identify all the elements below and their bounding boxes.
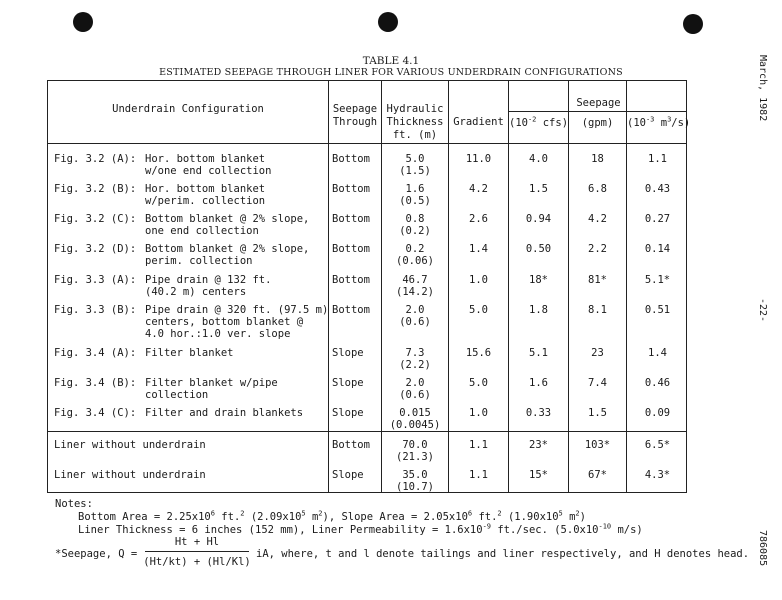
section-line (48, 431, 686, 432)
row-desc: Liner without underdrain (54, 469, 206, 481)
row-cfs: 5.1 (529, 347, 548, 359)
row-cfs: 15* (529, 469, 548, 481)
row-thickness: 0.015 (0.0045) (389, 407, 441, 431)
header-gpm: (gpm) (581, 117, 614, 129)
row-gpm: 18 (591, 153, 604, 165)
row-fig: Fig. 3.2 (D): (54, 243, 137, 255)
row-gradient: 11.0 (465, 153, 492, 165)
row-cfs: 1.6 (529, 377, 548, 389)
row-desc: Pipe drain @ 320 ft. (97.5 m) centers, bottom blanket @ 4.0 hor.:1.0 ver. slope (145, 304, 329, 340)
row-gpm: 103* (584, 439, 611, 451)
document-number: 786085 (757, 530, 768, 567)
row-thickness: 2.0 (0.6) (399, 377, 431, 401)
row-fig: Fig. 3.4 (A): (54, 347, 137, 359)
row-cfs: 4.0 (529, 153, 548, 165)
notes-liner-line: Liner Thickness = 6 inches (152 mm), Liner Permeability = $1.6x10^{-9}$ ft./sec. ($5.0x10^{-10}$ m/s) (78, 522, 643, 536)
row-desc: Bottom blanket @ 2% slope, perim. collection (145, 243, 310, 267)
header-m3s: ($10^{-3}$ $m^3/s$) (627, 115, 691, 129)
row-through: Bottom (332, 243, 370, 255)
row-desc: Liner without underdrain (54, 439, 206, 451)
table-title: ESTIMATED SEEPAGE THROUGH LINER FOR VARIOUS UNDERDRAIN CONFIGURATIONS (159, 67, 623, 78)
table-number: TABLE 4.1 (362, 55, 420, 67)
row-desc: Bottom blanket @ 2% slope, one end collection (145, 213, 310, 237)
row-gpm: 4.2 (588, 213, 607, 225)
row-thickness: 0.2 (0.06) (396, 243, 434, 267)
row-desc: Hor. bottom blanket w/one end collection (145, 153, 272, 177)
row-m3s: 4.3* (644, 469, 671, 481)
row-gpm: 6.8 (588, 183, 607, 195)
row-through: Slope (332, 407, 364, 419)
row-fig: Fig. 3.2 (C): (54, 213, 137, 225)
row-gradient: 5.0 (469, 304, 488, 316)
row-desc: Pipe drain @ 132 ft. (40.2 m) centers (145, 274, 272, 298)
date-margin: March, 1982 (757, 55, 768, 122)
row-thickness: 46.7 (14.2) (396, 274, 434, 298)
row-through: Slope (332, 377, 364, 389)
row-fig: Fig. 3.2 (B): (54, 183, 137, 195)
row-thickness: 70.0 (21.3) (396, 439, 434, 463)
binder-hole-right (683, 14, 703, 34)
header-configuration: Underdrain Configuration (112, 103, 264, 115)
row-m3s: 6.5* (644, 439, 671, 451)
header-line (48, 143, 686, 144)
row-cfs: 0.50 (525, 243, 552, 255)
row-thickness: 2.0 (0.6) (399, 304, 431, 328)
row-gradient: 1.0 (469, 274, 488, 286)
row-m3s: 0.14 (644, 243, 671, 255)
header-gradient: Gradient (453, 116, 504, 128)
row-desc: Filter blanket (145, 347, 234, 359)
row-through: Bottom (332, 153, 370, 165)
header-seepage: Seepage (576, 97, 621, 109)
page-number: -22- (757, 298, 768, 323)
row-m3s: 1.1 (648, 153, 667, 165)
formula-lead: *Seepage, Q = (55, 548, 138, 560)
row-thickness: 35.0 (10.7) (396, 469, 434, 493)
row-gradient: 1.1 (469, 469, 488, 481)
binder-hole-left (73, 12, 93, 32)
row-gradient: 2.6 (469, 213, 488, 225)
header-cfs: ($10^{-2}$ cfs) (509, 115, 569, 129)
notes-heading: Notes: (55, 498, 93, 510)
row-m3s: 0.51 (644, 304, 671, 316)
row-gradient: 1.4 (469, 243, 488, 255)
fraction-bar (145, 551, 249, 552)
row-m3s: 5.1* (644, 274, 671, 286)
notes-area-line: Bottom Area = $2.25x10^6$ ft.$^2$ ($2.09x10^5$ $m^2$), Slope Area = $2.05x10^6$ ft.$^2$ ($1.90x10^5$ $m^2$) (78, 509, 586, 523)
row-desc: Filter and drain blankets (145, 407, 304, 419)
row-gradient: 15.6 (465, 347, 492, 359)
formula-denominator: (Ht/kt) + (Hl/Kl) (143, 556, 251, 568)
row-gpm: 1.5 (588, 407, 607, 419)
row-through: Slope (332, 347, 364, 359)
row-gpm: 23 (591, 347, 604, 359)
seepage-subheader-line (508, 111, 686, 112)
row-cfs: 1.5 (529, 183, 548, 195)
row-cfs: 1.8 (529, 304, 548, 316)
row-thickness: 5.0 (1.5) (399, 153, 431, 177)
row-fig: Fig. 3.4 (C): (54, 407, 137, 419)
row-m3s: 0.09 (644, 407, 671, 419)
row-fig: Fig. 3.3 (B): (54, 304, 137, 316)
row-thickness: 1.6 (0.5) (399, 183, 431, 207)
row-thickness: 7.3 (2.2) (399, 347, 431, 371)
row-thickness: 0.8 (0.2) (399, 213, 431, 237)
row-fig: Fig. 3.3 (A): (54, 274, 137, 286)
row-gradient: 1.0 (469, 407, 488, 419)
formula-numerator: Ht + Hl (174, 536, 220, 548)
row-fig: Fig. 3.2 (A): (54, 153, 137, 165)
row-through: Bottom (332, 183, 370, 195)
row-gpm: 81* (588, 274, 607, 286)
row-through: Bottom (332, 213, 370, 225)
row-fig: Fig. 3.4 (B): (54, 377, 137, 389)
row-through: Bottom (332, 304, 370, 316)
row-gradient: 5.0 (469, 377, 488, 389)
row-desc: Filter blanket w/pipe collection (145, 377, 278, 401)
row-gpm: 8.1 (588, 304, 607, 316)
row-through: Bottom (332, 439, 370, 451)
formula-tail: iA, where, t and l denote tailings and liner respectively, and H denotes head. (256, 548, 750, 560)
row-cfs: 18* (529, 274, 548, 286)
row-gpm: 67* (588, 469, 607, 481)
row-m3s: 0.27 (644, 213, 671, 225)
row-cfs: 0.94 (525, 213, 552, 225)
row-gpm: 2.2 (588, 243, 607, 255)
row-through: Bottom (332, 274, 370, 286)
row-gradient: 4.2 (469, 183, 488, 195)
seepage-table (47, 80, 691, 493)
row-gpm: 7.4 (588, 377, 607, 389)
header-thickness: Hydraulic Thickness ft. (m) (386, 103, 444, 141)
row-through: Slope (332, 469, 364, 481)
binder-hole-center (378, 12, 398, 32)
row-m3s: 0.46 (644, 377, 671, 389)
row-m3s: 1.4 (648, 347, 667, 359)
row-cfs: 23* (529, 439, 548, 451)
row-cfs: 0.33 (525, 407, 552, 419)
row-desc: Hor. bottom blanket w/perim. collection (145, 183, 266, 207)
row-gradient: 1.1 (469, 439, 488, 451)
header-through: Seepage Through (332, 103, 378, 128)
row-m3s: 0.43 (644, 183, 671, 195)
